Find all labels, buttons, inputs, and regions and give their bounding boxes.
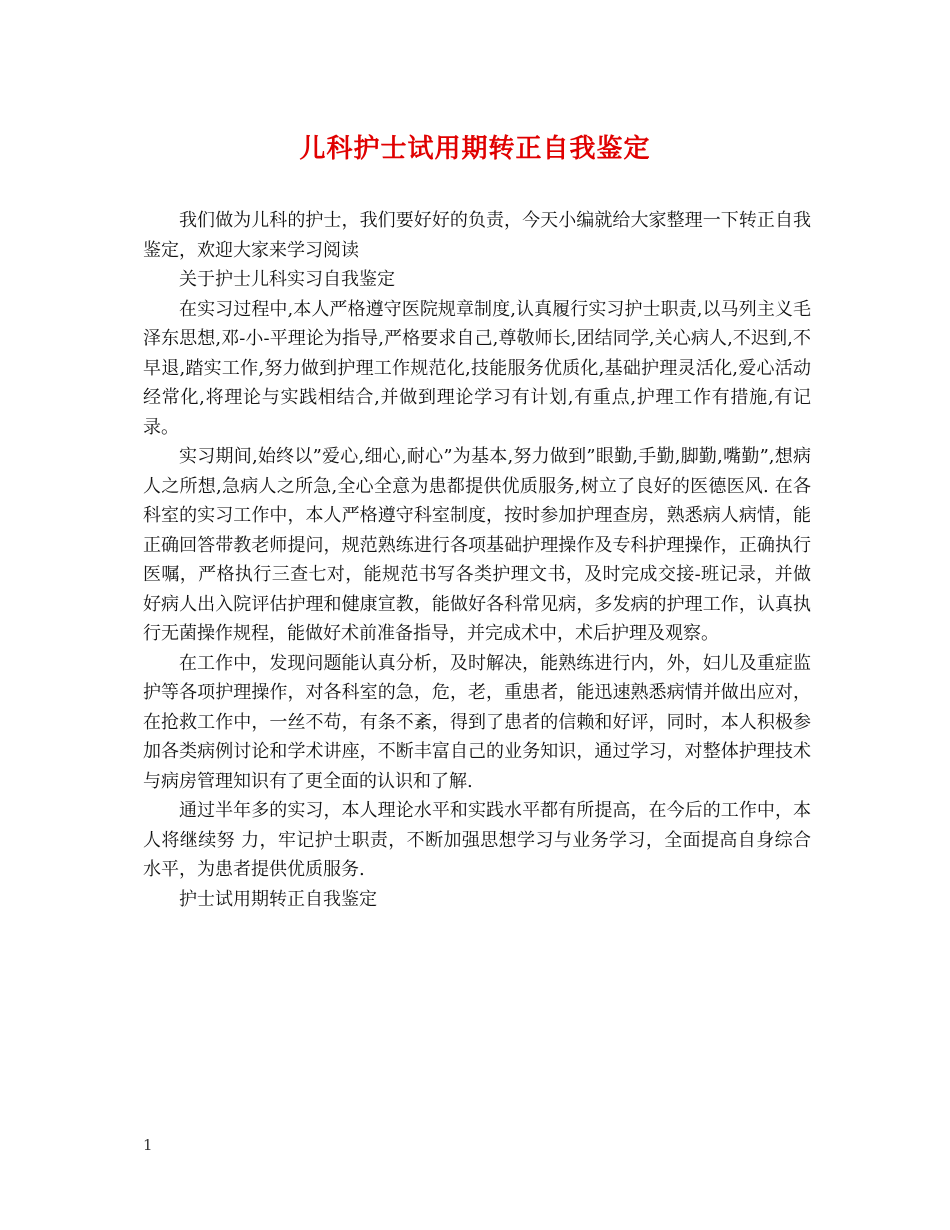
body-paragraph-1: 在实习过程中,本人严格遵守医院规章制度,认真履行实习护士职责,以马列主义毛泽东思想,邓-小-平理论为指导,严格要求自己,尊敬师长,团结同学,关心病人,不迟到,不早退,踏实工作,努力做到护理工作规范化,技能服务优质化,基础护理灵活化,爱心活动经常化,将理论与实践相结合,并做到理论学习有计划,有重点,护理工作有措施,有记录。 bbox=[143, 298, 811, 438]
document-body bbox=[143, 206, 811, 914]
body-paragraph-2: 实习期间,始终以”爱心,细心,耐心”为基本,努力做到”眼勤,手勤,脚勤,嘴勤”,想病人之所想,急病人之所急,全心全意为患都提供优质服务,树立了良好的医德医风. 在各科室的实习工作中，本人严格遵守科室制度，按时参加护理查房，熟悉病人病情，能正确回答带教老师提问，规范熟练进行各项基础护理操作及专科护理操作，正确执行医嘱，严格执行三查七对，能规范书写各类护理文书，及时完成交接-班记录，并做好病人出入院评估护理和健康宣教，能做好各科常见病，多发病的护理工作，认真执行无菌操作规程，能做好术前准备指导，并完成术中，术后护理及观察。 bbox=[143, 446, 811, 644]
page-number: 1 bbox=[143, 1136, 153, 1154]
intro-paragraph: 我们做为儿科的护士，我们要好好的负责，今天小编就给大家整理一下转正自我鉴定，欢迎大家来学习阅读 bbox=[143, 210, 811, 261]
document-title: 儿科护士试用期转正自我鉴定 bbox=[299, 134, 651, 164]
body-paragraph-3: 在工作中，发现问题能认真分析，及时解决，能熟练进行内，外，妇儿及重症监护等各项护理操作，对各科室的急，危，老，重患者，能迅速熟悉病情并做出应对，在抢救工作中，一丝不苟，有条不紊，得到了患者的信赖和好评，同时，本人积极参加各类病例讨论和学术讲座，不断丰富自己的业务知识，通过学习，对整体护理技术与病房管理知识有了更全面的认识和了解. bbox=[143, 652, 811, 792]
section-heading-internship: 关于护士儿科实习自我鉴定 bbox=[179, 269, 395, 290]
section-heading-probation: 护士试用期转正自我鉴定 bbox=[179, 888, 377, 910]
body-paragraph-4: 通过半年多的实习，本人理论水平和实践水平都有所提高，在今后的工作中，本人将继续努 力，牢记护士职责，不断加强思想学习与业务学习，全面提高自身综合水平，为患者提供优质服务. bbox=[143, 800, 811, 880]
